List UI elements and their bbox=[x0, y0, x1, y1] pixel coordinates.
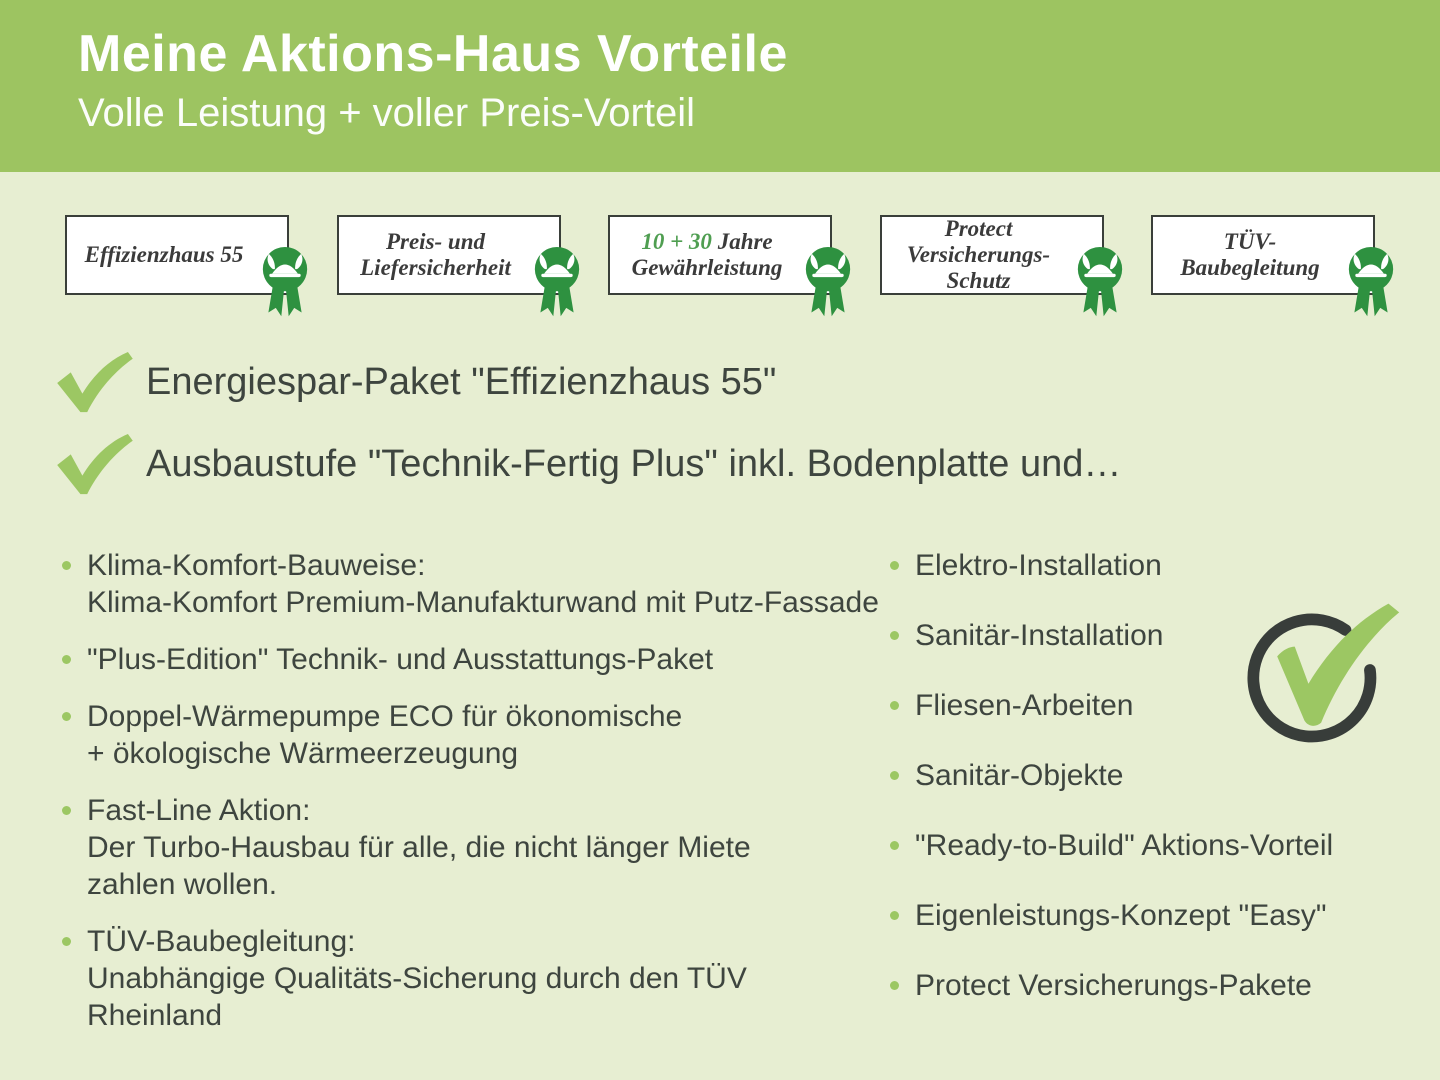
list-item: Sanitär-Objekte bbox=[890, 757, 1410, 794]
bullet-dot-icon bbox=[890, 841, 899, 850]
bullet-dot-icon bbox=[890, 981, 899, 990]
highlight-row bbox=[54, 351, 1440, 415]
badge-label: TÜV-Baubegleitung bbox=[1180, 229, 1320, 280]
page-subtitle: Volle Leistung + voller Preis-Vorteil bbox=[78, 91, 695, 136]
list-item: Protect Versicherungs-Pakete bbox=[890, 967, 1410, 1004]
badge-row bbox=[65, 215, 1375, 295]
helmet-ribbon-icon bbox=[1347, 245, 1395, 321]
page-title: Meine Aktions-Haus Vorteile bbox=[78, 25, 788, 83]
badge-label: Effizienzhaus 55 bbox=[84, 242, 244, 268]
badge-label: 10 + 30 Jahre Gewährleistung bbox=[631, 229, 783, 280]
list-item: Klima-Komfort-Bauweise: Klima-Komfort Premium-Manufakturwand mit Putz-Fassade bbox=[62, 547, 890, 621]
highlights bbox=[54, 351, 1440, 497]
helmet-ribbon-icon bbox=[261, 245, 309, 321]
list-item: Eigenleistungs-Konzept "Easy" bbox=[890, 897, 1410, 934]
list-item: TÜV-Baubegleitung: Unabhängige Qualitäts-Sicherung durch den TÜV Rheinland bbox=[62, 923, 890, 1034]
badge-preis-liefersicherheit bbox=[337, 215, 561, 295]
badge-tuev-baubegleitung bbox=[1151, 215, 1375, 295]
benefit-columns bbox=[62, 547, 1410, 1054]
badge-gewaehrleistung bbox=[608, 215, 832, 295]
list-item: "Ready-to-Build" Aktions-Vorteil bbox=[890, 827, 1410, 864]
helmet-ribbon-icon bbox=[804, 245, 852, 321]
bullet-dot-icon bbox=[890, 631, 899, 640]
list-item: Fliesen-Arbeiten bbox=[890, 687, 1410, 724]
highlight-text: Energiespar-Paket "Effizienzhaus 55" bbox=[146, 361, 777, 404]
checkmark-icon bbox=[54, 434, 134, 496]
badge-highlight-number: 10 + 30 bbox=[641, 229, 712, 255]
helmet-ribbon-icon bbox=[533, 245, 581, 321]
highlight-text: Ausbaustufe "Technik-Fertig Plus" inkl. Bodenplatte und… bbox=[146, 443, 1122, 486]
list-item: Fast-Line Aktion: Der Turbo-Hausbau für alle, die nicht länger Miete zahlen wollen. bbox=[62, 792, 890, 903]
bullet-dot-icon bbox=[890, 561, 899, 570]
checkmark-icon bbox=[54, 352, 134, 414]
list-item: "Plus-Edition" Technik- und Ausstattungs-Paket bbox=[62, 641, 890, 678]
badge-protect-versicherung bbox=[880, 215, 1104, 295]
bullet-dot-icon bbox=[62, 561, 71, 570]
bullet-dot-icon bbox=[890, 701, 899, 710]
list-item: Sanitär-Installation bbox=[890, 617, 1410, 654]
list-item: Elektro-Installation bbox=[890, 547, 1410, 584]
bullet-dot-icon bbox=[62, 655, 71, 664]
badge-label: Preis- und Liefersicherheit bbox=[360, 229, 511, 280]
circled-checkmark-icon bbox=[1244, 597, 1408, 745]
bullet-dot-icon bbox=[890, 771, 899, 780]
header bbox=[0, 0, 1440, 172]
badge-label: Protect Versicherungs- Schutz bbox=[906, 216, 1051, 293]
helmet-ribbon-icon bbox=[1076, 245, 1124, 321]
bullet-dot-icon bbox=[62, 712, 71, 721]
bullet-dot-icon bbox=[890, 911, 899, 920]
highlight-row bbox=[54, 433, 1440, 497]
bullet-dot-icon bbox=[62, 806, 71, 815]
list-item: Doppel-Wärmepumpe ECO für ökonomische + ökologische Wärmeerzeugung bbox=[62, 698, 890, 772]
benefit-list-left bbox=[62, 547, 890, 1054]
bullet-dot-icon bbox=[62, 937, 71, 946]
badge-effizienzhaus bbox=[65, 215, 289, 295]
